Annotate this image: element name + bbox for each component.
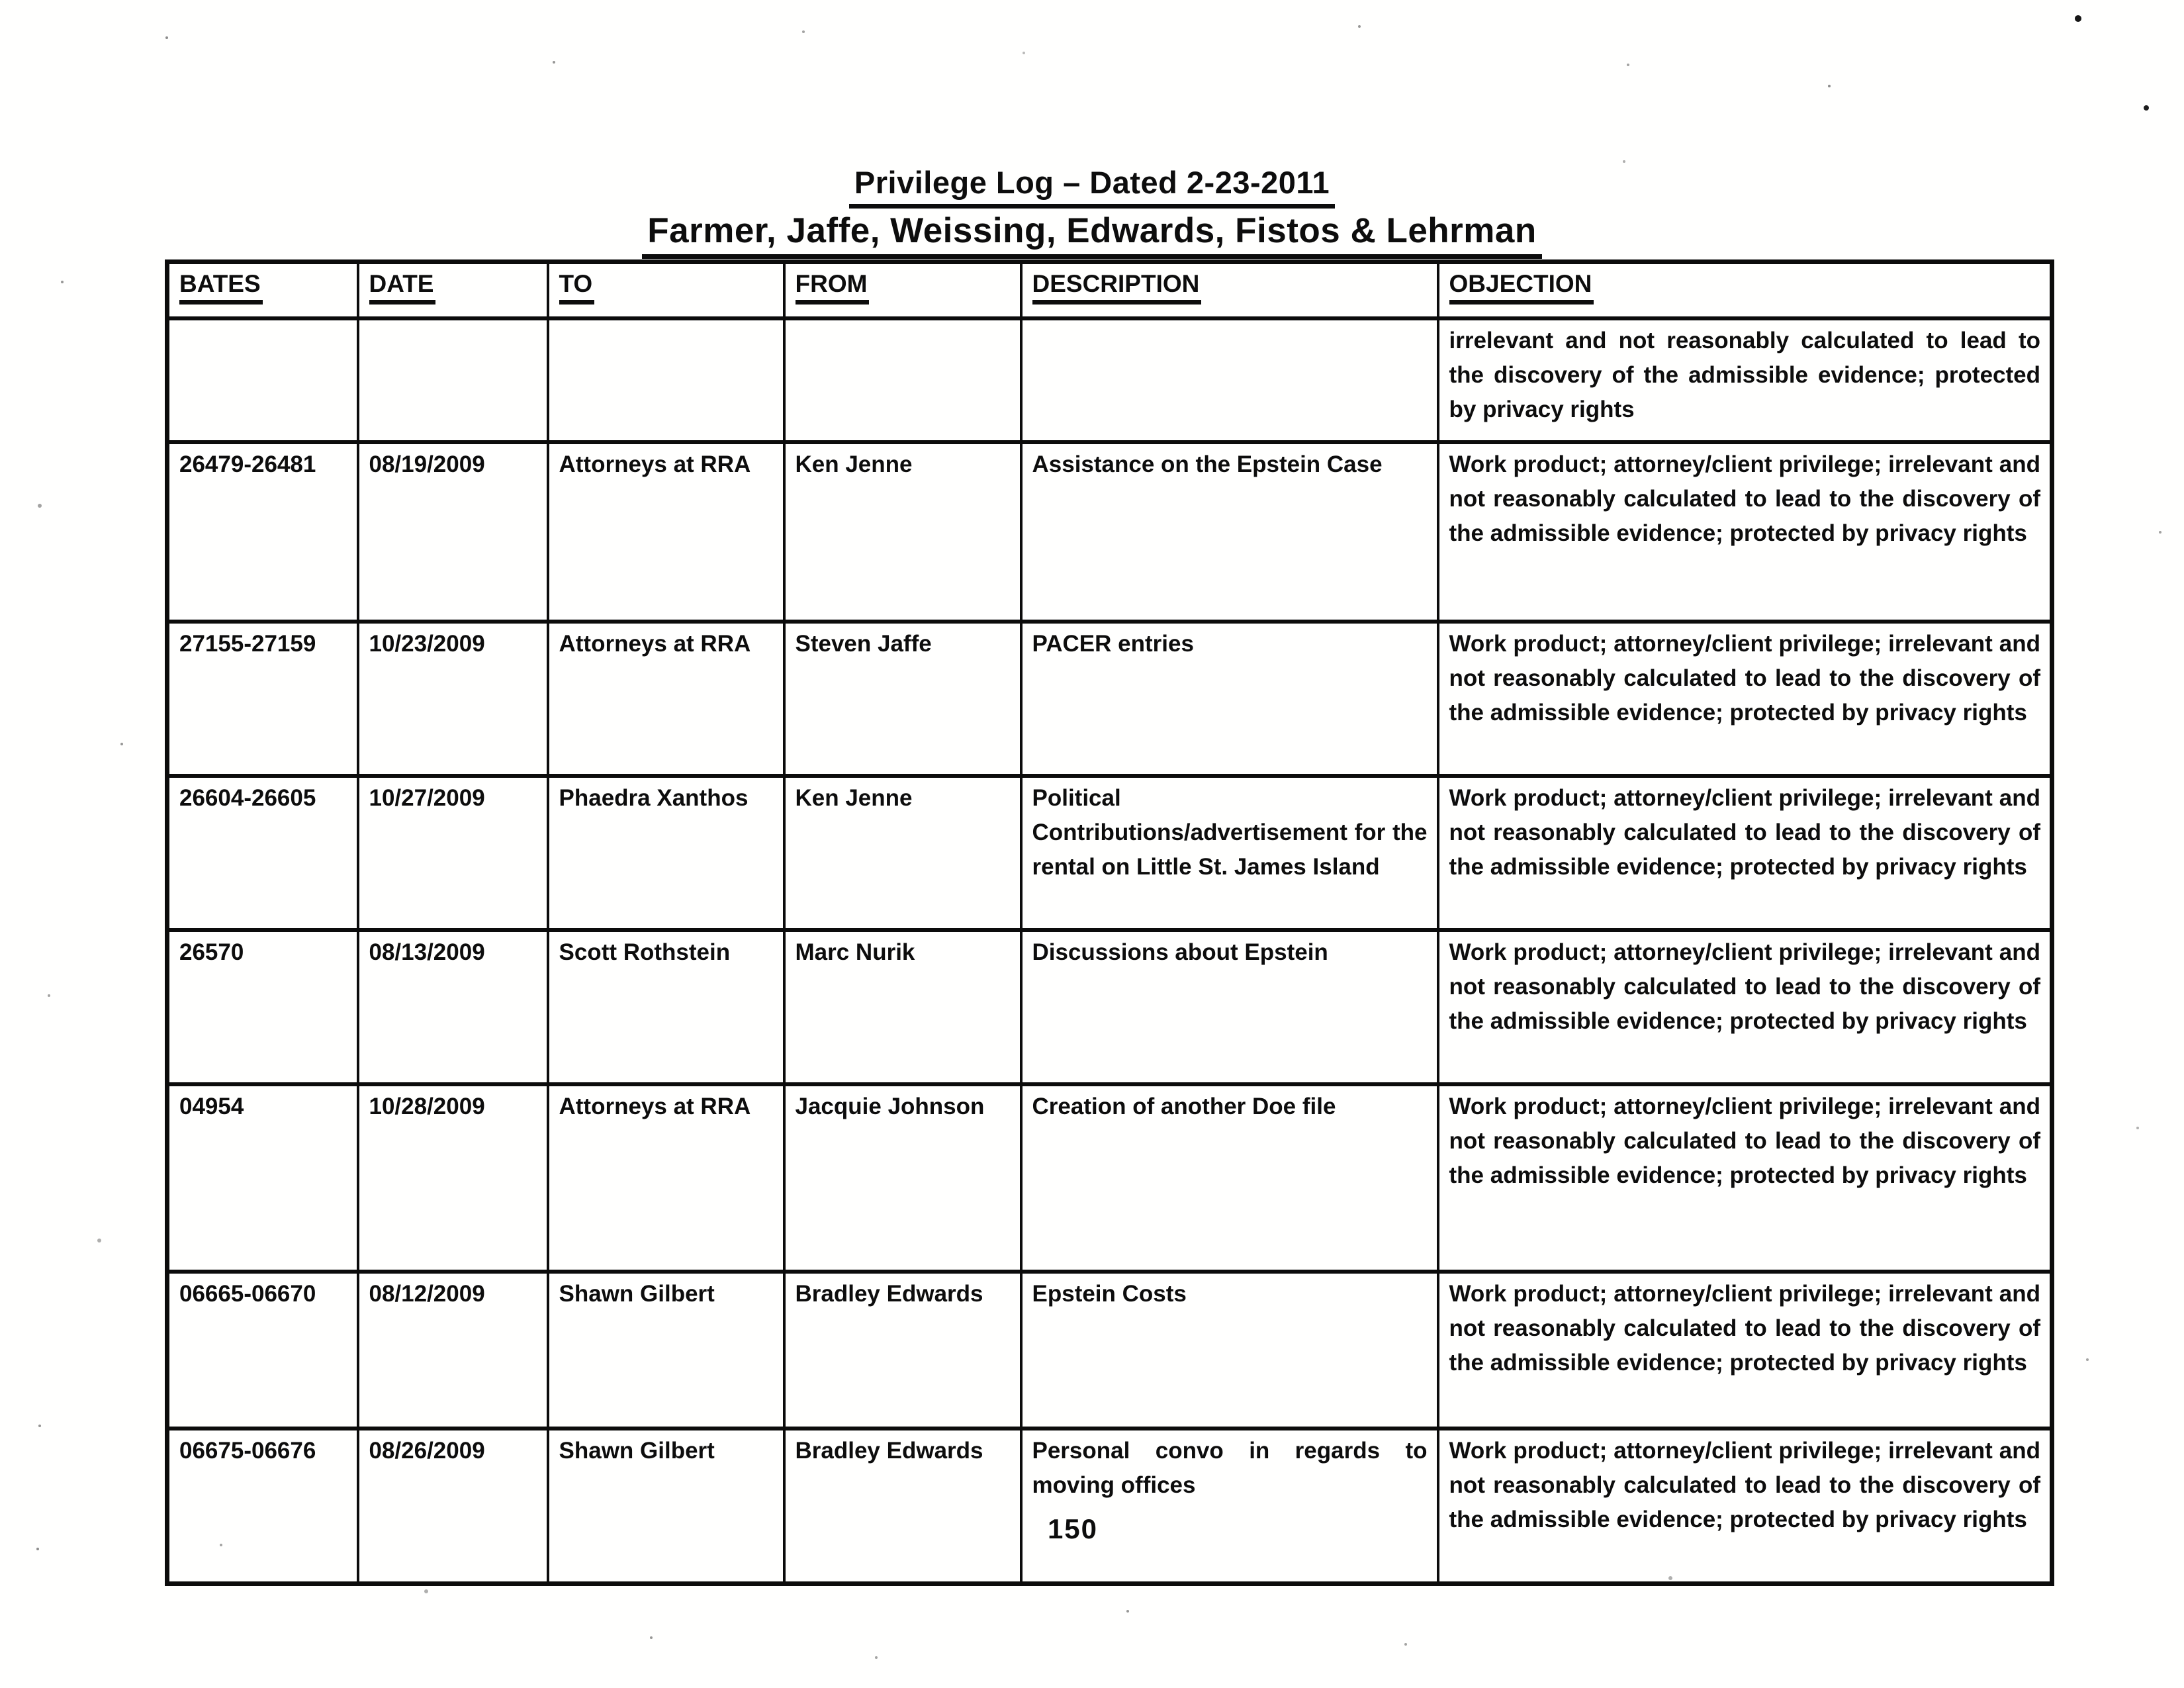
cell-date: 08/19/2009 [358, 442, 548, 622]
table-body [167, 318, 2052, 1584]
cell-to: Attorneys at RRA [548, 1084, 784, 1272]
column-header-label: BATES [179, 270, 263, 305]
column-header-label: OBJECTION [1449, 270, 1594, 305]
header-row [167, 262, 2052, 319]
cell-objection: Work product; attorney/client privilege; irrelevant and not reasonably calculated to lead to the discovery of the admissible evidence; protected by privacy rights [1438, 442, 2052, 622]
page-number: 150 [1047, 1513, 1099, 1544]
cell-from: Bradley Edwards [784, 1272, 1021, 1429]
column-header-label: FROM [796, 270, 870, 305]
column-header-from [784, 262, 1021, 319]
column-header-label: TO [559, 270, 595, 305]
cell-from: Marc Nurik [784, 930, 1021, 1084]
cell-to: Shawn Gilbert [548, 1429, 784, 1584]
column-header-label: DATE [369, 270, 436, 305]
scan-noise-specks [0, 0, 3, 3]
cell-from: Ken Jenne [784, 776, 1021, 930]
cell-bates: 06665-06670 [167, 1272, 358, 1429]
cell-to: Phaedra Xanthos [548, 776, 784, 930]
cell-bates: 26604-26605 [167, 776, 358, 930]
cell-bates: 06675-06676 [167, 1429, 358, 1584]
cell-bates: 26479-26481 [167, 442, 358, 622]
table-header [167, 262, 2052, 319]
page-subtitle [0, 211, 2184, 259]
cell-date: 10/28/2009 [358, 1084, 548, 1272]
cell-date: 08/26/2009 [358, 1429, 548, 1584]
cell-description [1021, 318, 1438, 442]
table-row [167, 442, 2052, 622]
cell-objection: Work product; attorney/client privilege; irrelevant and not reasonably calculated to lead to the discovery of the admissible evidence; protected by privacy rights [1438, 1429, 2052, 1584]
cell-description: Creation of another Doe file [1021, 1084, 1438, 1272]
table-row [167, 622, 2052, 776]
table-row [167, 1429, 2052, 1584]
cell-bates: 04954 [167, 1084, 358, 1272]
column-header-to [548, 262, 784, 319]
cell-to: Attorneys at RRA [548, 622, 784, 776]
page-subtitle-text: Farmer, Jaffe, Weissing, Edwards, Fistos & Lehrman [642, 211, 1542, 259]
column-header-objection [1438, 262, 2052, 319]
cell-description: PACER entries [1021, 622, 1438, 776]
cell-description: Discussions about Epstein [1021, 930, 1438, 1084]
cell-description: Epstein Costs [1021, 1272, 1438, 1429]
cell-date: 10/27/2009 [358, 776, 548, 930]
cell-from: Bradley Edwards [784, 1429, 1021, 1584]
page-title [0, 164, 2184, 209]
cell-objection: Work product; attorney/client privilege; irrelevant and not reasonably calculated to lead to the discovery of the admissible evidence; protected by privacy rights [1438, 622, 2052, 776]
column-header-description [1021, 262, 1438, 319]
cell-bates: 26570 [167, 930, 358, 1084]
table-row [167, 1272, 2052, 1429]
cell-to: Attorneys at RRA [548, 442, 784, 622]
cell-bates [167, 318, 358, 442]
table-row [167, 318, 2052, 442]
cell-date: 08/13/2009 [358, 930, 548, 1084]
privilege-log-table [165, 259, 2054, 1586]
cell-objection: Work product; attorney/client privilege; irrelevant and not reasonably calculated to lead to the discovery of the admissible evidence; protected by privacy rights [1438, 930, 2052, 1084]
cell-date [358, 318, 548, 442]
cell-to: Shawn Gilbert [548, 1272, 784, 1429]
cell-description: Assistance on the Epstein Case [1021, 442, 1438, 622]
cell-objection: Work product; attorney/client privilege; irrelevant and not reasonably calculated to lead to the discovery of the admissible evidence; protected by privacy rights [1438, 776, 2052, 930]
cell-from [784, 318, 1021, 442]
column-header-label: DESCRIPTION [1032, 270, 1202, 305]
table-row [167, 776, 2052, 930]
cell-objection: Work product; attorney/client privilege; irrelevant and not reasonably calculated to lead to the discovery of the admissible evidence; protected by privacy rights [1438, 1272, 2052, 1429]
cell-bates: 27155-27159 [167, 622, 358, 776]
table-row [167, 1084, 2052, 1272]
table-row [167, 930, 2052, 1084]
column-header-bates [167, 262, 358, 319]
column-header-date [358, 262, 548, 319]
page-title-text: Privilege Log – Dated 2-23-2011 [849, 164, 1335, 209]
cell-from: Ken Jenne [784, 442, 1021, 622]
cell-to [548, 318, 784, 442]
cell-from: Steven Jaffe [784, 622, 1021, 776]
cell-objection: Work product; attorney/client privilege; irrelevant and not reasonably calculated to lead to the discovery of the admissible evidence; protected by privacy rights [1438, 1084, 2052, 1272]
cell-description: Personal convo in regards to moving offices [1021, 1429, 1438, 1584]
cell-from: Jacquie Johnson [784, 1084, 1021, 1272]
cell-description: Political Contributions/advertisement for the rental on Little St. James Island [1021, 776, 1438, 930]
cell-objection: irrelevant and not reasonably calculated to lead to the discovery of the admissible evidence; protected by privacy rights [1438, 318, 2052, 442]
cell-to: Scott Rothstein [548, 930, 784, 1084]
cell-date: 08/12/2009 [358, 1272, 548, 1429]
cell-date: 10/23/2009 [358, 622, 548, 776]
